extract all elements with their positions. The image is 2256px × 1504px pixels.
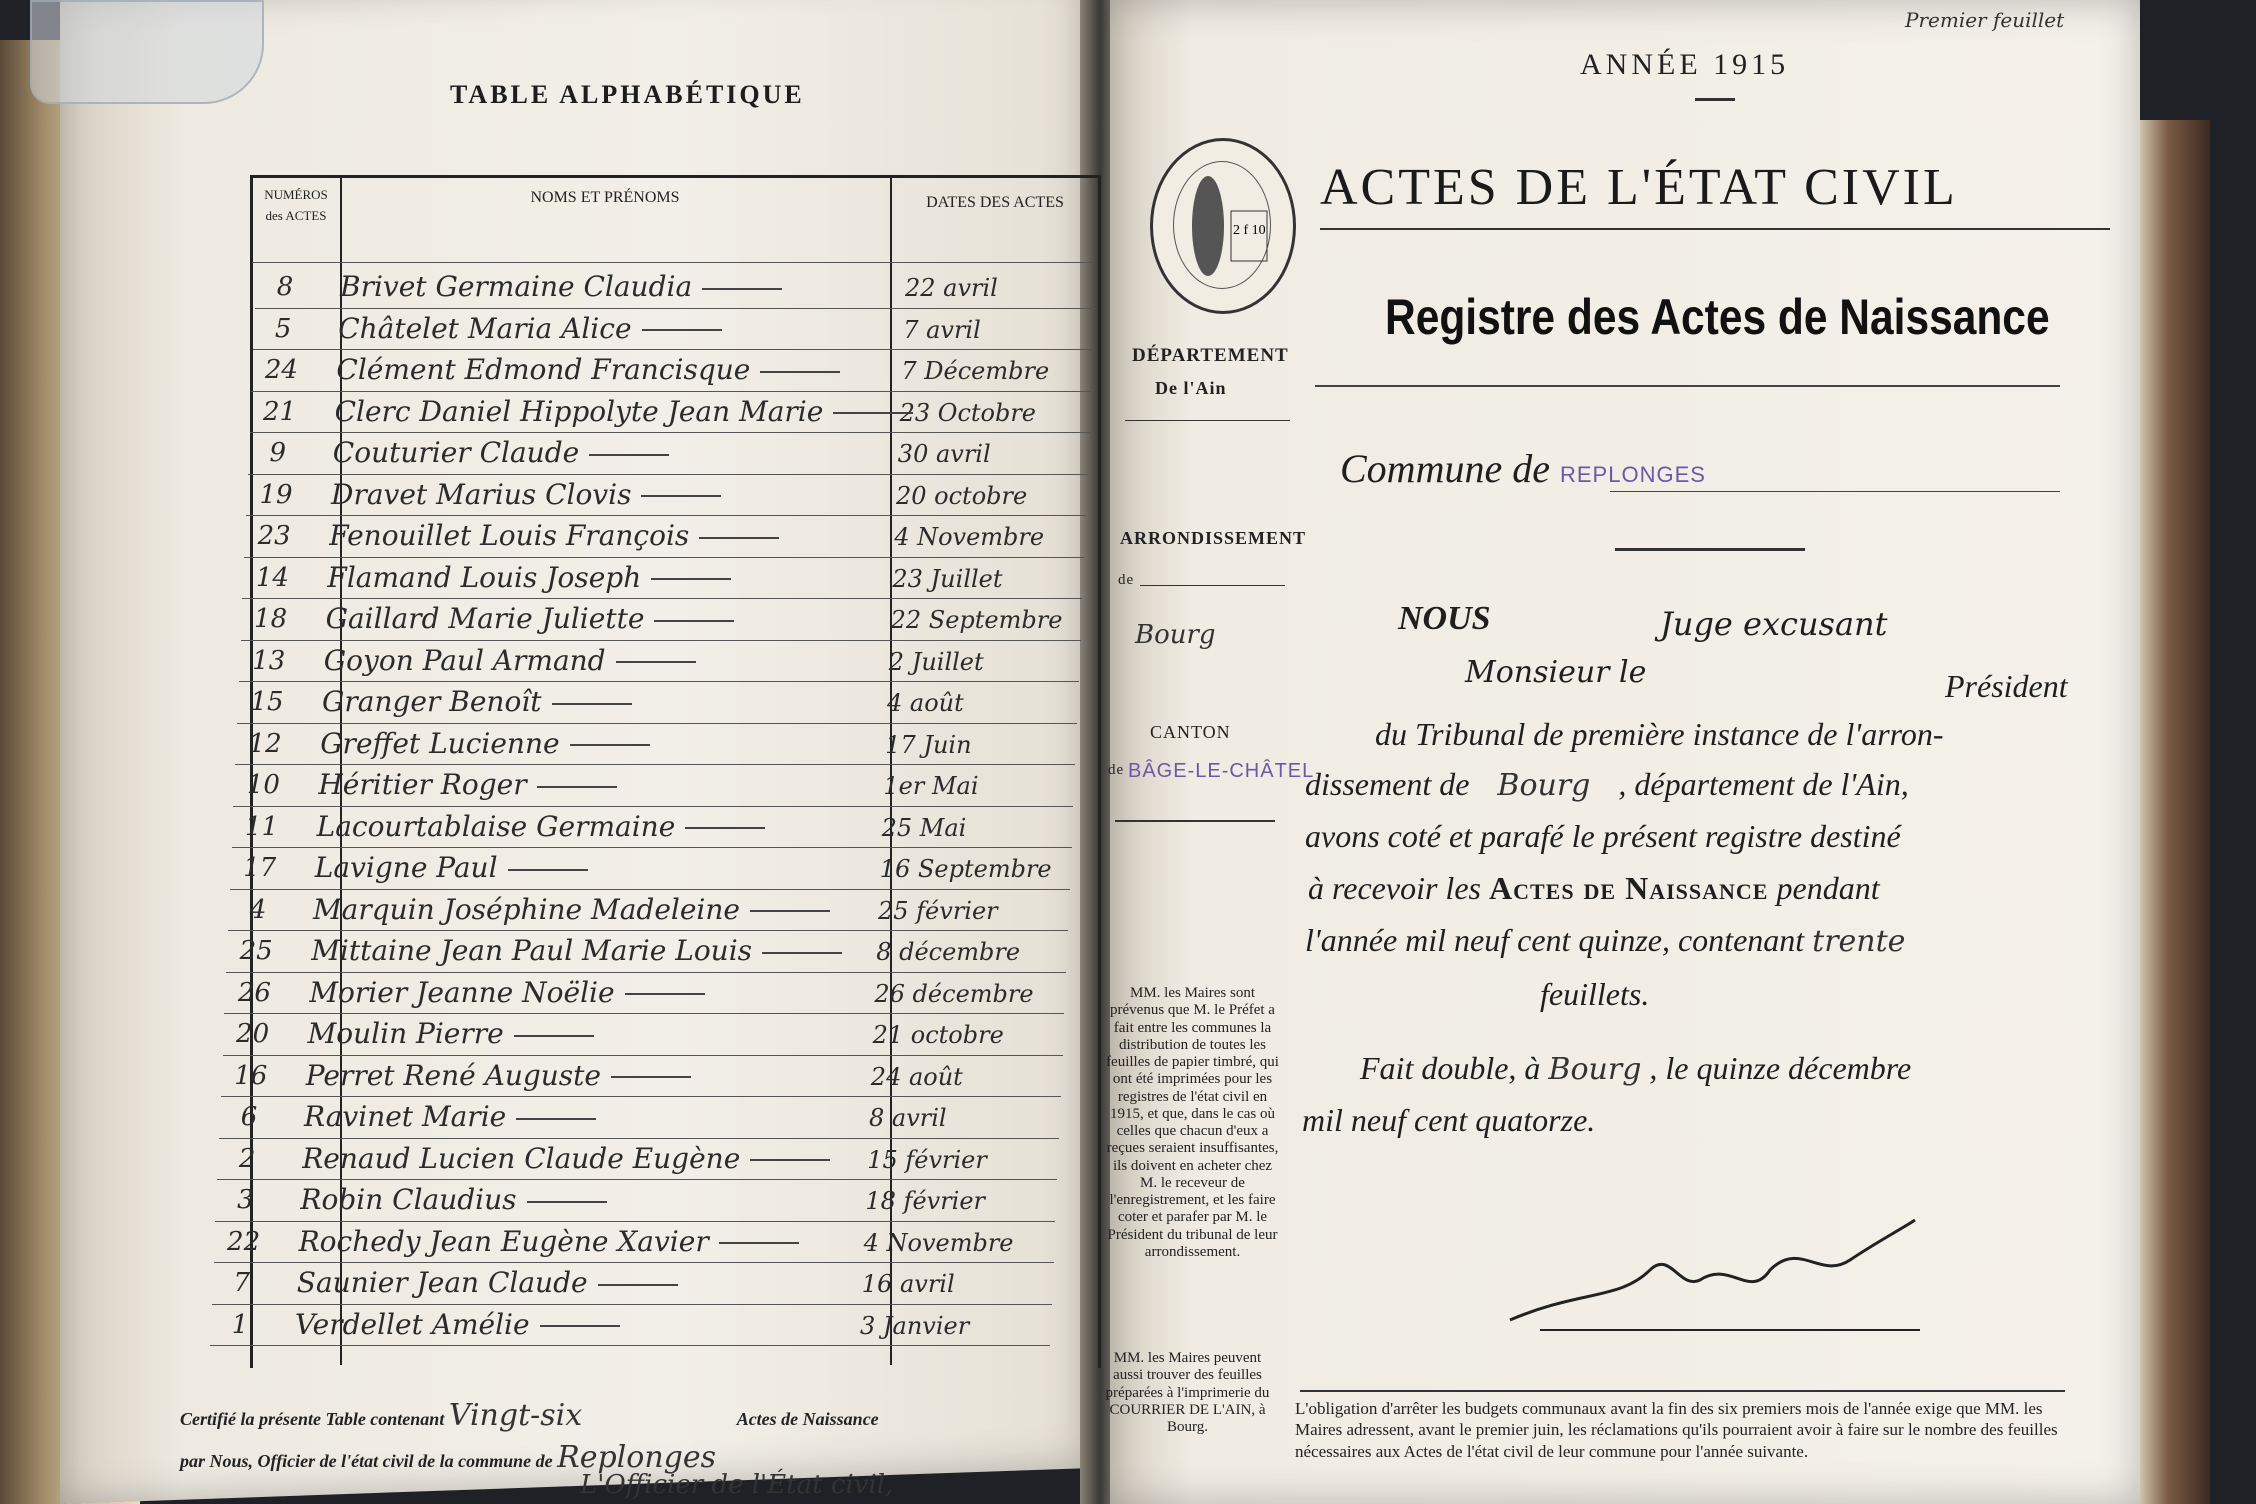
row-name: Lacourtablaise Germaine: [317, 810, 766, 843]
commune-rule: [1610, 491, 2060, 492]
row-date: 8 avril: [869, 1104, 947, 1132]
row-name: Fenouillet Louis François: [329, 519, 779, 552]
table-row: [255, 268, 1095, 308]
arrondissement-prefix: de: [1118, 572, 1135, 588]
row-rule: [219, 1138, 1059, 1139]
row-rule: [217, 1179, 1057, 1180]
table-title: TABLE ALPHABÉTIQUE: [450, 80, 805, 109]
table-row: [241, 600, 1081, 640]
row-date: 7 avril: [903, 315, 981, 344]
line4-c: pendant: [1776, 870, 1880, 906]
row-date: 8 décembre: [876, 938, 1021, 966]
officer-sign: L'Officier de l'État civil,: [580, 1470, 894, 1500]
row-name: Clément Edmond Francisque: [336, 353, 840, 386]
row-number: 15: [250, 687, 284, 717]
commune-de: de: [1512, 446, 1550, 491]
departement-value: De l'Ain: [1155, 378, 1227, 398]
table-row: [221, 1057, 1061, 1097]
row-name: Lavigne Paul: [315, 851, 588, 884]
commune-ornament: [1615, 548, 1805, 551]
row-name: Renaud Lucien Claude Eugène: [302, 1142, 830, 1175]
row-name: Flamand Louis Joseph: [327, 561, 731, 594]
monsieur-handwriting: Monsieur le: [1465, 655, 1647, 690]
register-title: Registre des Actes de Naissance: [1385, 289, 2050, 345]
body-line-8: mil neuf cent quatorze.: [1302, 1102, 1596, 1138]
row-date: 3 Janvier: [860, 1311, 970, 1340]
table-row: [210, 1306, 1050, 1346]
table-row: [224, 974, 1064, 1014]
commune-line: [1340, 445, 1706, 492]
body-line-3: avons coté et parafé le présent registre destiné: [1305, 818, 1901, 854]
row-date: 15 février: [867, 1145, 987, 1174]
row-date: 22 Septembre: [890, 606, 1063, 634]
row-number: 19: [259, 479, 293, 510]
table-row: [226, 932, 1066, 972]
row-name: Couturier Claude: [333, 436, 669, 469]
table-row: [251, 351, 1091, 391]
row-number: 10: [246, 770, 280, 800]
officer-prefix: par Nous, Officier de l'état civil de la commune de: [180, 1451, 553, 1471]
row-date: 26 décembre: [874, 979, 1034, 1008]
row-date: 2 Juillet: [888, 647, 984, 676]
year-heading: ANNÉE 1915: [1580, 48, 1790, 81]
row-date: 25 février: [878, 896, 998, 925]
row-number: 21: [263, 396, 297, 427]
row-name: Rochedy Jean Eugène Xavier: [299, 1225, 799, 1258]
row-number: 14: [255, 562, 289, 593]
header-numbers: NUMÉROS des ACTES: [264, 187, 328, 223]
table-row: [212, 1264, 1052, 1304]
row-number: 17: [243, 853, 277, 883]
body-line-1: du Tribunal de première instance de l'arron-: [1375, 716, 1944, 752]
row-name: Brivet Germaine Claudia: [340, 270, 782, 303]
table-row: [230, 849, 1070, 889]
departement-label: DÉPARTEMENT: [1132, 345, 1289, 366]
book-cover-edge: [2140, 120, 2210, 1504]
row-name: Châtelet Maria Alice: [338, 312, 721, 345]
row-date: 16 Septembre: [879, 855, 1052, 883]
row-number: 8: [276, 272, 294, 302]
row-rule: [224, 1013, 1064, 1014]
juge-handwriting: Juge excusant: [1660, 605, 1888, 643]
header-names: NOMS ET PRÉNOMS: [530, 189, 680, 206]
row-date: 4 août: [887, 689, 964, 717]
table-row: [244, 517, 1084, 557]
row-number: 1: [231, 1309, 249, 1340]
row-number: 6: [240, 1102, 258, 1132]
table-row: [239, 642, 1079, 682]
row-name: Gaillard Marie Juliette: [326, 602, 735, 635]
line5-trente: trente: [1812, 924, 1906, 959]
sidebar-rule-2: [1140, 585, 1285, 586]
row-date: 23 Juillet: [892, 564, 1003, 593]
line2-a: dissement de: [1305, 766, 1470, 802]
line2-bourg: Bourg: [1497, 768, 1591, 803]
certify-suffix: Actes de Naissance: [736, 1409, 879, 1429]
row-number: 11: [245, 811, 279, 842]
canton-label: CANTON: [1150, 722, 1231, 742]
row-name: Ravinet Marie: [304, 1100, 596, 1133]
row-name: Héritier Roger: [318, 768, 616, 801]
row-name: Dravet Marius Clovis: [331, 478, 721, 511]
row-number: 13: [252, 645, 286, 676]
row-name: Goyon Paul Armand: [324, 644, 696, 677]
seal-figure: [1153, 141, 1293, 311]
body-line-6: feuillets.: [1540, 976, 1650, 1012]
corner-note: Premier feuillet: [1905, 8, 2065, 32]
table-row: [214, 1223, 1054, 1263]
table-row: [242, 559, 1082, 599]
row-number: 16: [234, 1060, 268, 1091]
commune-label: Commune: [1340, 446, 1503, 491]
header-dates: DATES DES ACTES: [926, 194, 1064, 211]
row-rule: [255, 308, 1095, 309]
row-date: 17 Juin: [885, 730, 972, 759]
row-rule: [251, 391, 1091, 392]
row-rule: [221, 1096, 1061, 1097]
certify-prefix: Certifié la présente Table contenant: [180, 1409, 445, 1429]
row-name: Greffet Lucienne: [320, 727, 649, 760]
row-number: 7: [233, 1268, 251, 1298]
table-row: [250, 393, 1090, 433]
row-number: 4: [249, 894, 267, 925]
row-number: 24: [264, 355, 298, 385]
row-date: 16 avril: [861, 1270, 955, 1298]
officer-commune: Replonges: [557, 1440, 717, 1475]
row-rule: [235, 764, 1075, 765]
row-name: Mittaine Jean Paul Marie Louis: [311, 934, 842, 967]
row-number: 23: [257, 521, 291, 551]
row-number: 25: [239, 936, 273, 966]
row-date: 25 Mai: [881, 813, 967, 842]
row-rule: [246, 515, 1086, 516]
line2-c: , département de l'Ain,: [1618, 766, 1909, 802]
row-date: 24 août: [870, 1062, 963, 1091]
table-row: [253, 310, 1093, 350]
row-number: 22: [227, 1226, 261, 1257]
row-rule: [215, 1221, 1055, 1222]
table-row: [246, 476, 1086, 516]
seal-value: 2 f 10: [1233, 223, 1266, 238]
row-rule: [232, 847, 1072, 848]
table-row: [215, 1181, 1055, 1221]
canton-value: BÂGE-LE-CHÂTEL: [1128, 760, 1315, 782]
title-rule: [1320, 228, 2110, 230]
nous-label: NOUS: [1398, 600, 1491, 637]
row-date: 23 Octobre: [899, 398, 1037, 427]
row-date: 4 Novembre: [894, 523, 1045, 551]
row-rule: [228, 930, 1068, 931]
table-row: [219, 1098, 1059, 1138]
signature-scribble: [1500, 1210, 1920, 1350]
row-number: 26: [237, 977, 271, 1008]
table-row: [237, 683, 1077, 723]
row-name: Marquin Joséphine Madeleine: [313, 893, 830, 926]
header-rule: [252, 262, 1092, 263]
row-name: Robin Claudius: [300, 1183, 606, 1216]
body-line-5: [1305, 922, 1905, 959]
row-rule: [233, 806, 1073, 807]
table-row: [232, 808, 1072, 848]
signature: [1500, 1210, 1920, 1350]
arrondissement-value: Bourg: [1135, 620, 1216, 650]
row-rule: [226, 972, 1066, 973]
row-rule: [248, 474, 1088, 475]
line4-actes: Actes de Naissance: [1488, 870, 1769, 906]
row-number: 2: [238, 1143, 256, 1174]
line7-c: , le quinze décembre: [1649, 1050, 1912, 1086]
row-number: 20: [236, 1019, 270, 1049]
row-number: 12: [248, 728, 282, 759]
body-line-2: [1305, 766, 1909, 803]
row-date: 18 février: [865, 1187, 986, 1215]
line5-a: l'année mil neuf cent quinze, contenant: [1305, 922, 1805, 958]
canton-prefix: de: [1108, 762, 1125, 778]
row-name: Perret René Auguste: [306, 1059, 691, 1092]
row-rule: [244, 557, 1084, 558]
row-name: Granger Benoît: [322, 685, 632, 718]
row-date: 20 octobre: [896, 481, 1028, 510]
row-name: Saunier Jean Claude: [297, 1266, 678, 1299]
row-rule: [253, 349, 1093, 350]
row-name: Morier Jeanne Noëlie: [309, 976, 704, 1009]
year-rule: [1695, 98, 1735, 101]
sidebar-rule-1: [1125, 420, 1290, 421]
table-row: [235, 725, 1075, 765]
row-rule: [242, 598, 1082, 599]
row-date: 21 octobre: [872, 1021, 1004, 1049]
line7-bourg: Bourg: [1548, 1052, 1642, 1087]
row-rule: [230, 889, 1070, 890]
arrondissement-label: ARRONDISSEMENT: [1120, 528, 1307, 548]
certify-count: Vingt-six: [448, 1398, 583, 1433]
commune-value: REPLONGES: [1559, 462, 1706, 487]
row-rule: [223, 1055, 1063, 1056]
page-clip: [30, 0, 264, 104]
row-rule: [241, 640, 1081, 641]
maires-note-2: MM. les Maires peuvent aussi trouver des feuilles préparées à l'imprimerie du COURRIER DE L'AIN, à Bourg.: [1105, 1350, 1270, 1435]
row-rule: [237, 723, 1077, 724]
table-row: [233, 766, 1073, 806]
row-number: 18: [254, 604, 288, 634]
row-rule: [250, 432, 1090, 433]
row-number: 9: [269, 438, 287, 468]
body-line-4: [1308, 870, 1880, 907]
row-name: Clerc Daniel Hippolyte Jean Marie: [335, 395, 914, 428]
table-row: [223, 1015, 1063, 1055]
row-rule: [210, 1345, 1050, 1346]
row-date: 4 Novembre: [863, 1228, 1014, 1257]
row-date: 22 avril: [905, 274, 998, 302]
row-date: 30 avril: [897, 440, 991, 468]
row-number: 3: [237, 1185, 254, 1215]
table-row: [248, 434, 1088, 474]
certify-line: [180, 1398, 879, 1433]
stamp-seal: [1150, 138, 1296, 314]
table-row: [217, 1140, 1057, 1180]
line4-a: à recevoir les: [1308, 870, 1481, 906]
row-name: Verdellet Amélie: [295, 1308, 620, 1341]
row-date: 1er Mai: [883, 772, 979, 800]
register-rule: [1315, 385, 2060, 387]
sidebar-rule-3: [1115, 820, 1275, 822]
row-rule: [212, 1304, 1052, 1305]
row-number: 5: [274, 313, 292, 344]
president-label: Président: [1945, 668, 2068, 704]
body-line-7: [1360, 1050, 1911, 1087]
footer-note: L'obligation d'arrêter les budgets communaux avant la fin des six premiers mois de l'année exige que MM. les Maires adressent, avant le premier juin, les réclamations qu'ils pourraient avoir à faire sur le nombre des feuilles nécessaires aux Actes de l'état civil de leur commune pour l'année suivante.: [1295, 1399, 2058, 1461]
row-rule: [239, 681, 1079, 682]
row-date: 7 Décembre: [901, 357, 1050, 385]
row-rule: [214, 1262, 1054, 1263]
maires-note: MM. les Maires sont prévenus que M. le Préfet a fait entre les communes la distribution de toutes les feuilles de papier timbré, qui ont été imprimées pour les registres de l'état civil en 1915, et que, dans le cas où celles que chacun d'eux a reçues seraient insuffisantes, ils doivent en acheter chez M. le receveur de l'enregistrement, et les faire coter et parafer par M. le Président du tribunal de leur arrondissement.: [1106, 985, 1279, 1260]
table-row: [228, 891, 1068, 931]
footer-rule: [1300, 1390, 2065, 1392]
row-name: Moulin Pierre: [308, 1017, 594, 1050]
actes-title: ACTES DE L'ÉTAT CIVIL: [1320, 159, 1958, 216]
line7-a: Fait double, à: [1360, 1050, 1541, 1086]
